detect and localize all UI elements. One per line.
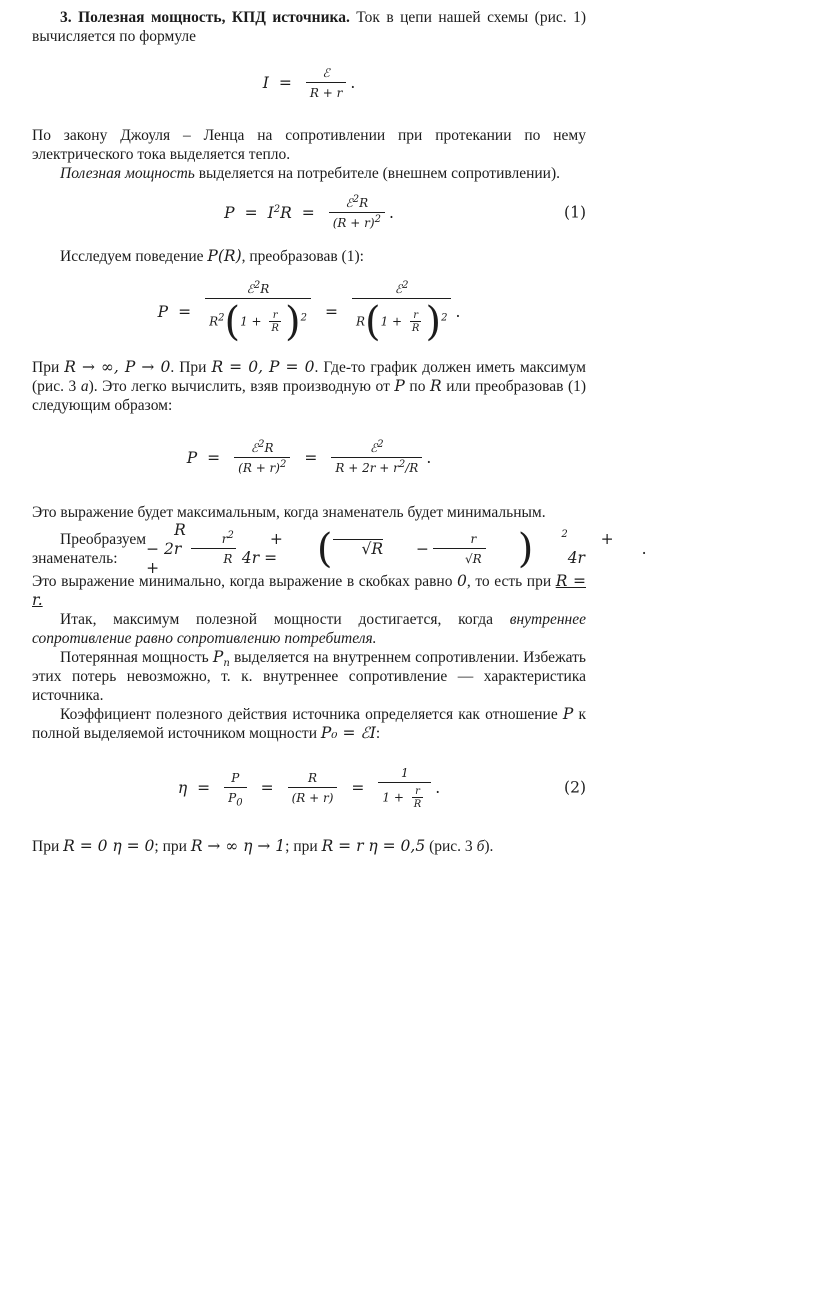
paragraph-conclusion: Итак, максимум полезной мощности достигается, когда внутреннее сопротивление равно сопротивлению потребителя. [32,611,586,647]
document-page [32,8,647,856]
paragraph-lost-power: Потерянная мощность $P_п$ выделяется на внутреннем сопротивлении. Избежать этих потерь невозможно, т. к. внутреннее сопротивление — характеристика источника. [32,648,586,704]
section-heading: 3. Полезная мощность, КПД источника. [60,9,350,26]
paragraph-investigate: Исследуем поведение P(R), преобразовав (1): [60,247,364,265]
paragraph-denominator: Преобразуем знаменатель: R − 2r + $\frac{r^2}{R}$ + 4r = ( √R − $\frac{r}{√R}$ ) $^2$ + 4r . [32,520,647,577]
paragraph-minimal: Это выражение минимально, когда выражение в скобках равно 0, то есть при R = r. [32,572,586,609]
term-useful-power: Полезная мощность [60,165,195,182]
condition-r-equals-r: R = r. [32,572,586,609]
paragraph-eta-limits: При R = 0 η = 0; при R → ∞ η → 1; при R = r η = 0,5 (рис. 3 б). [32,837,494,855]
equation-1: P = $I^2R$ = $\frac{ℰ^2R}{(R + r)^2}$ . (1) [224,194,586,230]
equation-rewrite: P = $\frac{ℰ^2R}{(R + r)^2}$ = $\frac{ℰ^2}{R + 2r + r^2/R}$ . [186,439,432,475]
paragraph-intro: 3. Полезная мощность, КПД источника. Ток в цепи нашей схемы (рис. 1) вычисляется по формуле [32,9,587,45]
equation-transform: P = ℰ$^2$R $R^2(1$ + $\frac{r}{R}$ )$^2$ = ℰ$^2$ R(1 + $\frac{r}{R}$ )$^2$ . [157,280,461,345]
equation-2: η = $\frac{P}{P_0}$ = $\frac{R}{(R + r)}$ = 1 1 + $\frac{r}{R}$ . (2) [177,766,586,810]
equation-number-2: (2) [564,778,586,797]
paragraph-efficiency: Коэффициент полезного действия источника определяется как отношение P к полной выделяемой источником мощности P₀ = ℰI: [32,705,586,742]
paragraph-maximum: Это выражение будет максимальным, когда знаменатель будет минимальным. [32,504,546,521]
equation-current: I = $\frac{\text{ℰ}}{R + r}$ . [262,66,356,100]
paragraph-limits: При R → ∞, P → 0. При R = 0, P = 0. Где-то график должен иметь максимум (рис. 3 а). Это легко вычислить, взяв производную от P по R или преобразовав (1) следующим образом: [32,358,587,414]
equation-number-1: (1) [564,203,586,222]
paragraph-joule: По закону Джоуля – Ленца на сопротивлении при протекании по нему электрического тока выделяется тепло. [32,127,586,163]
paragraph-useful-power: Полезная мощность выделяется на потребителе (внешнем сопротивлении). [60,165,561,182]
